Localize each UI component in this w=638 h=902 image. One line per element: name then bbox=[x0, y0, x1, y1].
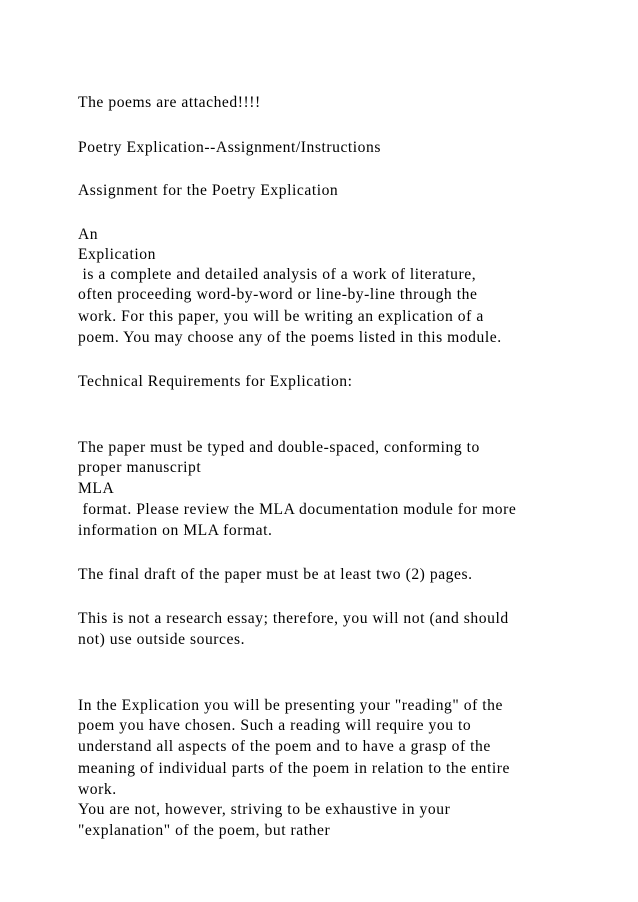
paragraph-line: not) use outside sources. bbox=[78, 631, 246, 648]
paragraph-line: proper manuscript bbox=[78, 459, 202, 476]
paragraph-line: poem you have chosen. Such a reading will require you to bbox=[78, 717, 472, 734]
paragraph-line: In the Explication you will be presenting your "reading" of the bbox=[78, 697, 503, 714]
paragraph-line: This is not a research essay; therefore, you will not (and should bbox=[78, 610, 509, 627]
document-title: Poetry Explication--Assignment/Instructions bbox=[78, 139, 381, 156]
paragraph-line: The final draft of the paper must be at least two (2) pages. bbox=[78, 566, 473, 583]
paragraph-line: "explanation" of the poem, but rather bbox=[78, 822, 331, 839]
intro-line: The poems are attached!!!! bbox=[78, 94, 261, 111]
paragraph-line: meaning of individual parts of the poem in relation to the entire bbox=[78, 760, 510, 777]
paragraph-line: An bbox=[78, 226, 99, 243]
paragraph-line: Explication bbox=[78, 246, 156, 263]
paragraph-line: work. bbox=[78, 781, 117, 798]
paragraph-line: poem. You may choose any of the poems listed in this module. bbox=[78, 329, 502, 346]
paragraph-line: format. Please review the MLA documentation module for more bbox=[78, 501, 517, 518]
paragraph-line: information on MLA format. bbox=[78, 522, 273, 539]
paragraph-line: The paper must be typed and double-spaced, conforming to bbox=[78, 439, 480, 456]
assignment-heading: Assignment for the Poetry Explication bbox=[78, 182, 339, 199]
paragraph-line: understand all aspects of the poem and to have a grasp of the bbox=[78, 738, 491, 755]
paragraph-line: work. For this paper, you will be writing an explication of a bbox=[78, 308, 484, 325]
paragraph-line: MLA bbox=[78, 480, 115, 497]
paragraph-line: You are not, however, striving to be exhaustive in your bbox=[78, 801, 451, 818]
requirements-heading: Technical Requirements for Explication: bbox=[78, 373, 353, 390]
paragraph-line: is a complete and detailed analysis of a work of literature, bbox=[78, 266, 477, 283]
paragraph-line: often proceeding word-by-word or line-by-line through the bbox=[78, 286, 478, 303]
